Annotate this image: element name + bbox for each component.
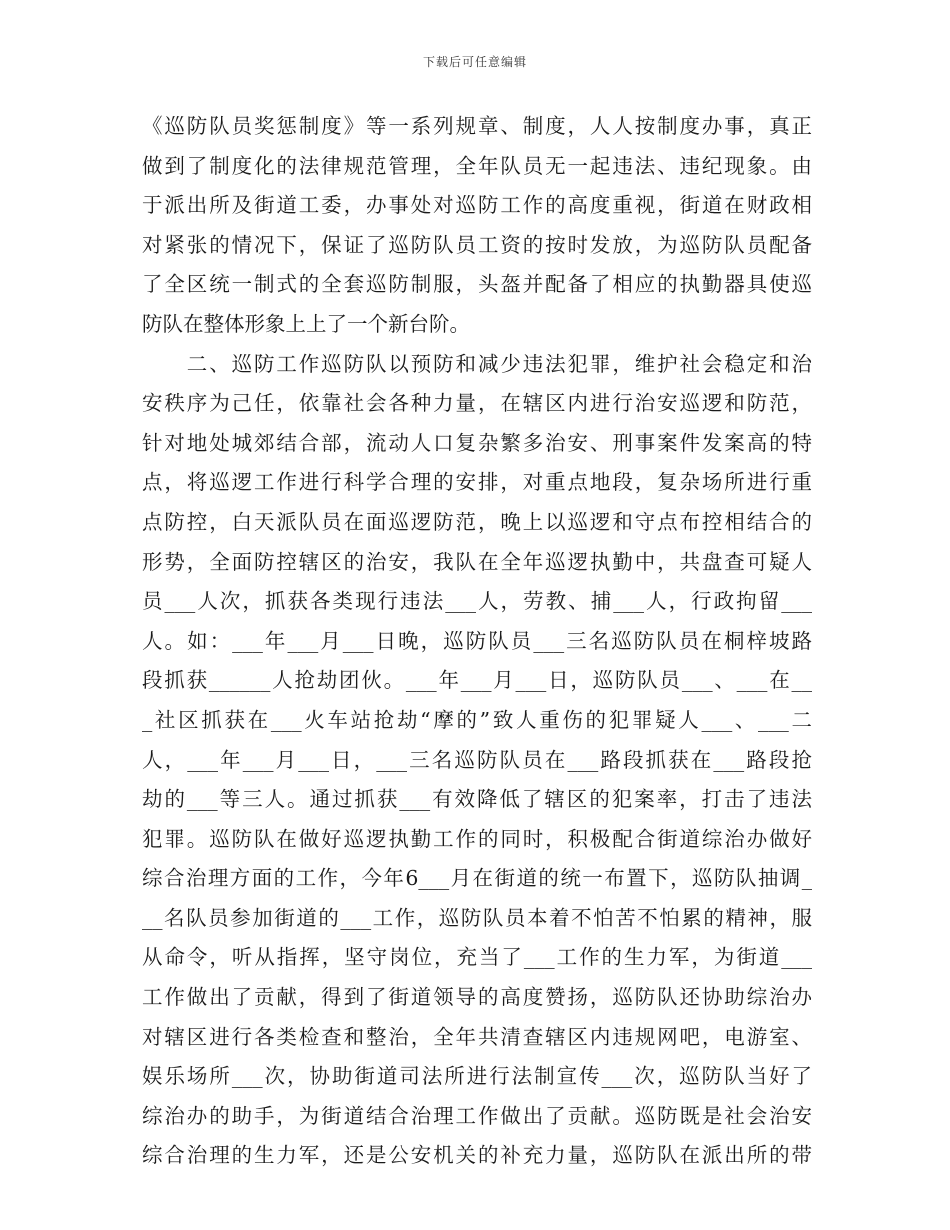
text-line: 二、巡防工作巡防队以预防和减少违法犯罪，维护社会稳定和治 bbox=[142, 351, 812, 376]
text-line: 员___人次，抓获各类现行违法___人，劳教、捕___人，行政拘留___ bbox=[142, 589, 812, 614]
text-line: 点防控，白天派队员在面巡逻防范，晚上以巡逻和守点布控相结合的 bbox=[142, 509, 812, 534]
text-line: 对辖区进行各类检查和整治，全年共清查辖区内违规网吧，电游室、 bbox=[142, 1024, 812, 1049]
text-line: 综合治理的生力军，还是公安机关的补充力量，巡防队在派出所的带 bbox=[142, 1143, 812, 1168]
text-line: 综治办的助手，为街道结合治理工作做出了贡献。巡防既是社会治安 bbox=[142, 1103, 812, 1128]
text-line: 段抓获______人抢劫团伙。___年___月___日，巡防队员___、___在__ bbox=[142, 668, 812, 693]
text-line: 犯罪。巡防队在做好巡逻执勤工作的同时，积极配合街道综治办做好 bbox=[142, 826, 812, 851]
text-line: 做到了制度化的法律规范管理，全年队员无一起违法、违纪现象。由 bbox=[142, 153, 812, 178]
text-line: 《巡防队员奖惩制度》等一系列规章、制度，人人按制度办事，真正 bbox=[142, 114, 812, 138]
text-line: 人，___年___月___日，___三名巡防队员在___路段抓获在___路段抢 bbox=[142, 747, 812, 772]
body-text bbox=[142, 107, 812, 1176]
text-line: 娱乐场所___次，协助街道司法所进行法制宣传___次，巡防队当好了 bbox=[142, 1064, 812, 1089]
text-line: 安秩序为己任，依靠社会各种力量，在辖区内进行治安巡逻和防范， bbox=[142, 391, 812, 416]
text-line: __名队员参加街道的___工作，巡防队员本着不怕苦不怕累的精神，服 bbox=[142, 905, 812, 930]
page-header: 下载后可任意编辑 bbox=[422, 55, 527, 69]
text-line: 于派出所及街道工委，办事处对巡防工作的高度重视，街道在财政相 bbox=[142, 193, 812, 218]
text-line: 综合治理方面的工作，今年6___月在街道的统一布置下，巡防队抽调_ bbox=[142, 866, 812, 891]
text-line: 针对地处城郊结合部，流动人口复杂繁多治安、刑事案件发案高的特 bbox=[142, 430, 812, 455]
text-line: 点，将巡逻工作进行科学合理的安排，对重点地段，复杂场所进行重 bbox=[142, 470, 812, 495]
text-line: _社区抓获在___火车站抢劫“摩的”致人重伤的犯罪疑人___、___二 bbox=[142, 707, 812, 732]
text-line: 了全区统一制式的全套巡防制服，头盔并配备了相应的执勤器具使巡 bbox=[142, 272, 812, 297]
text-line: 劫的___等三人。通过抓获___有效降低了辖区的犯案率，打击了违法 bbox=[142, 787, 812, 812]
text-line: 工作做出了贡献，得到了街道领导的高度赞扬，巡防队还协助综治办 bbox=[142, 985, 812, 1010]
text-line: 从命令，听从指挥，坚守岗位，充当了___工作的生力军，为街道___ bbox=[142, 945, 812, 970]
text-line: 防队在整体形象上上了一个新台阶。 bbox=[142, 311, 470, 336]
text-line: 形势，全面防控辖区的治安，我队在全年巡逻执勤中，共盘查可疑人 bbox=[142, 549, 812, 574]
text-line: 对紧张的情况下，保证了巡防队员工资的按时发放，为巡防队员配备 bbox=[142, 232, 812, 257]
text-line: 人。如：___年___月___日晚，巡防队员___三名巡防队员在桐梓坡路 bbox=[142, 628, 812, 653]
